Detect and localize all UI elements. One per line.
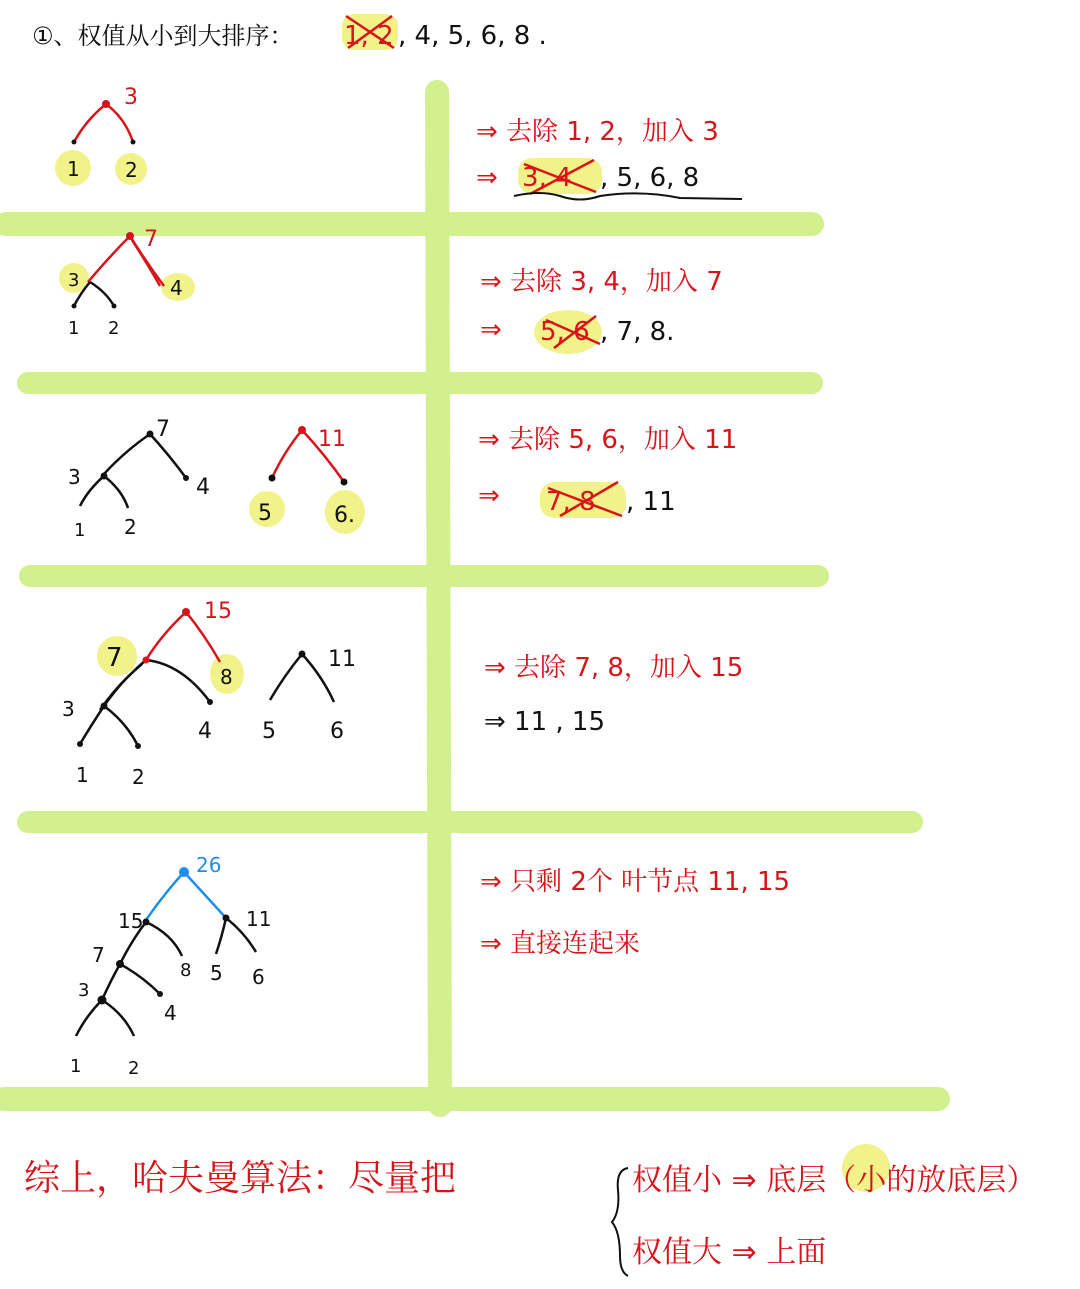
summary — [24, 1144, 1036, 1276]
node-7 — [143, 657, 150, 664]
edge-11-5 — [272, 430, 302, 478]
label-6: 6 — [330, 719, 344, 744]
label-3: 3 — [62, 697, 75, 721]
label-5: 5 — [258, 501, 272, 526]
label-root-26: 26 — [196, 853, 222, 877]
edge-7-3 — [102, 964, 120, 1000]
label-1: 1 — [76, 763, 89, 787]
label-leaf-2: 2 — [125, 158, 138, 182]
edge-15-7 — [146, 612, 186, 660]
step-4-notes — [484, 653, 743, 737]
step-3-notes — [478, 425, 737, 518]
label-7: 7 — [156, 417, 170, 442]
label-3: 3 — [68, 465, 81, 489]
step-3-line-2-crossed: 7, 8 — [546, 487, 596, 517]
node-3 — [101, 703, 108, 710]
vertical-divider — [437, 92, 440, 1105]
node-3 — [101, 473, 108, 480]
node-1 — [72, 304, 77, 309]
edge-26-15 — [146, 872, 184, 920]
label-root-3: 3 — [124, 85, 138, 110]
summary-lead: 综上，哈夫曼算法：尽量把 — [24, 1158, 457, 1199]
label-2: 2 — [132, 765, 145, 789]
node-5 — [269, 475, 276, 482]
label-15: 15 — [118, 909, 144, 933]
step-3-line-2-rest: , 11 — [626, 487, 676, 517]
label-leaf-1: 1 — [67, 157, 80, 181]
edge-3-1 — [80, 706, 104, 744]
node-15 — [182, 608, 190, 616]
edge-3-1 — [74, 104, 106, 142]
edge-7-4 — [120, 964, 160, 994]
node-3 — [98, 996, 107, 1005]
step-1-line-2-rest: , 5, 6, 8 — [600, 163, 700, 193]
step-1-arrow: ⇒ — [476, 163, 498, 193]
node-4 — [157, 991, 163, 997]
step-5-line-1: ⇒ 只剩 2个 叶节点 11, 15 — [480, 867, 791, 897]
label-4: 4 — [164, 1001, 177, 1025]
step-4-line-1: ⇒ 去除 7, 8，加入 15 — [484, 653, 744, 683]
step-3-tree-b — [249, 426, 365, 534]
step-5-notes — [480, 867, 790, 959]
node-7 — [126, 232, 134, 240]
node-7 — [147, 431, 154, 438]
step-1-line-1: ⇒ 去除 1, 2，加入 3 — [476, 117, 719, 147]
label-8: 8 — [220, 665, 233, 689]
edge-11-5 — [216, 918, 226, 954]
step-1-line-2-crossed: 3, 4 — [522, 163, 572, 193]
label-6: 6. — [334, 503, 355, 528]
summary-brace — [612, 1168, 628, 1276]
label-11: 11 — [246, 907, 272, 931]
step-2-line-2-crossed: 5, 6 — [540, 317, 590, 347]
edge-15-8 — [146, 922, 182, 956]
node-2 — [135, 743, 141, 749]
node-2 — [131, 140, 136, 145]
label-4: 4 — [198, 719, 212, 744]
step-1-notes — [476, 117, 742, 200]
header-sequence-crossed: 1, 2 — [344, 21, 394, 51]
edge-3-2 — [104, 706, 138, 746]
label-7: 7 — [92, 943, 105, 967]
label-2: 2 — [128, 1058, 140, 1079]
summary-branch-1: 权值小 ⇒ 底层（小的放底层） — [632, 1163, 1037, 1198]
edge-3-2 — [104, 476, 128, 508]
edge-3-2 — [90, 282, 114, 306]
node-3 — [102, 100, 110, 108]
label-2: 2 — [108, 318, 120, 339]
node-26 — [179, 867, 189, 877]
label-11: 11 — [328, 647, 356, 672]
node-1 — [77, 741, 83, 747]
edge-26-11 — [184, 872, 226, 918]
edge-3-1 — [76, 1000, 102, 1036]
edge-7-4 — [146, 660, 210, 702]
step-4-tree-a — [62, 599, 244, 789]
step-4-tree-b — [262, 647, 356, 744]
node-15 — [143, 919, 150, 926]
edge-3-1 — [80, 476, 104, 506]
label-5: 5 — [210, 961, 223, 985]
step-2-line-1: ⇒ 去除 3, 4，加入 7 — [480, 267, 723, 297]
label-6: 6 — [252, 965, 265, 989]
node-11 — [223, 915, 230, 922]
node-1 — [72, 140, 77, 145]
step-3-tree-a — [68, 417, 210, 541]
node-7 — [116, 960, 124, 968]
header — [32, 14, 547, 51]
node-4 — [207, 699, 213, 705]
label-1: 1 — [70, 1056, 82, 1077]
label-1: 1 — [74, 520, 86, 541]
step-2-line-2-rest: , 7, 8. — [600, 317, 675, 347]
step-3-line-1: ⇒ 去除 5, 6，加入 11 — [478, 425, 738, 455]
step-2-notes — [480, 267, 723, 354]
node-6 — [341, 479, 348, 486]
node-2 — [112, 304, 117, 309]
node-11 — [299, 651, 306, 658]
label-root-7: 7 — [144, 227, 158, 252]
label-1: 1 — [68, 318, 80, 339]
step-5-tree — [70, 853, 271, 1079]
label-3: 3 — [68, 270, 80, 291]
label-root-11: 11 — [318, 427, 346, 452]
label-8: 8 — [180, 960, 192, 981]
step-1-tree — [55, 85, 147, 186]
edge-7-3 — [104, 434, 150, 474]
summary-branch-2: 权值大 ⇒ 上面 — [632, 1235, 827, 1270]
label-7: 7 — [106, 643, 123, 673]
edge-3-2 — [102, 1000, 134, 1036]
node-11 — [298, 426, 306, 434]
step-3-arrow: ⇒ — [478, 481, 500, 511]
label-root-15: 15 — [204, 599, 232, 624]
edge-11-5 — [270, 654, 302, 700]
label-5: 5 — [262, 719, 276, 744]
step-2-arrow: ⇒ — [480, 315, 502, 345]
step-5-line-2: ⇒ 直接连起来 — [480, 929, 641, 959]
step-2-tree — [59, 227, 195, 339]
label-4: 4 — [196, 475, 210, 500]
edge-7-3 — [88, 236, 130, 282]
header-prefix: ①、权值从小到大排序： — [32, 22, 294, 50]
label-2: 2 — [124, 515, 137, 539]
step-4-line-2: ⇒ 11 , 15 — [484, 707, 606, 737]
label-4: 4 — [170, 276, 183, 300]
node-4 — [183, 475, 189, 481]
step-1-wavy-underline — [514, 193, 742, 200]
header-sequence-rest: , 4, 5, 6, 8 . — [398, 21, 547, 51]
label-3: 3 — [78, 980, 90, 1001]
